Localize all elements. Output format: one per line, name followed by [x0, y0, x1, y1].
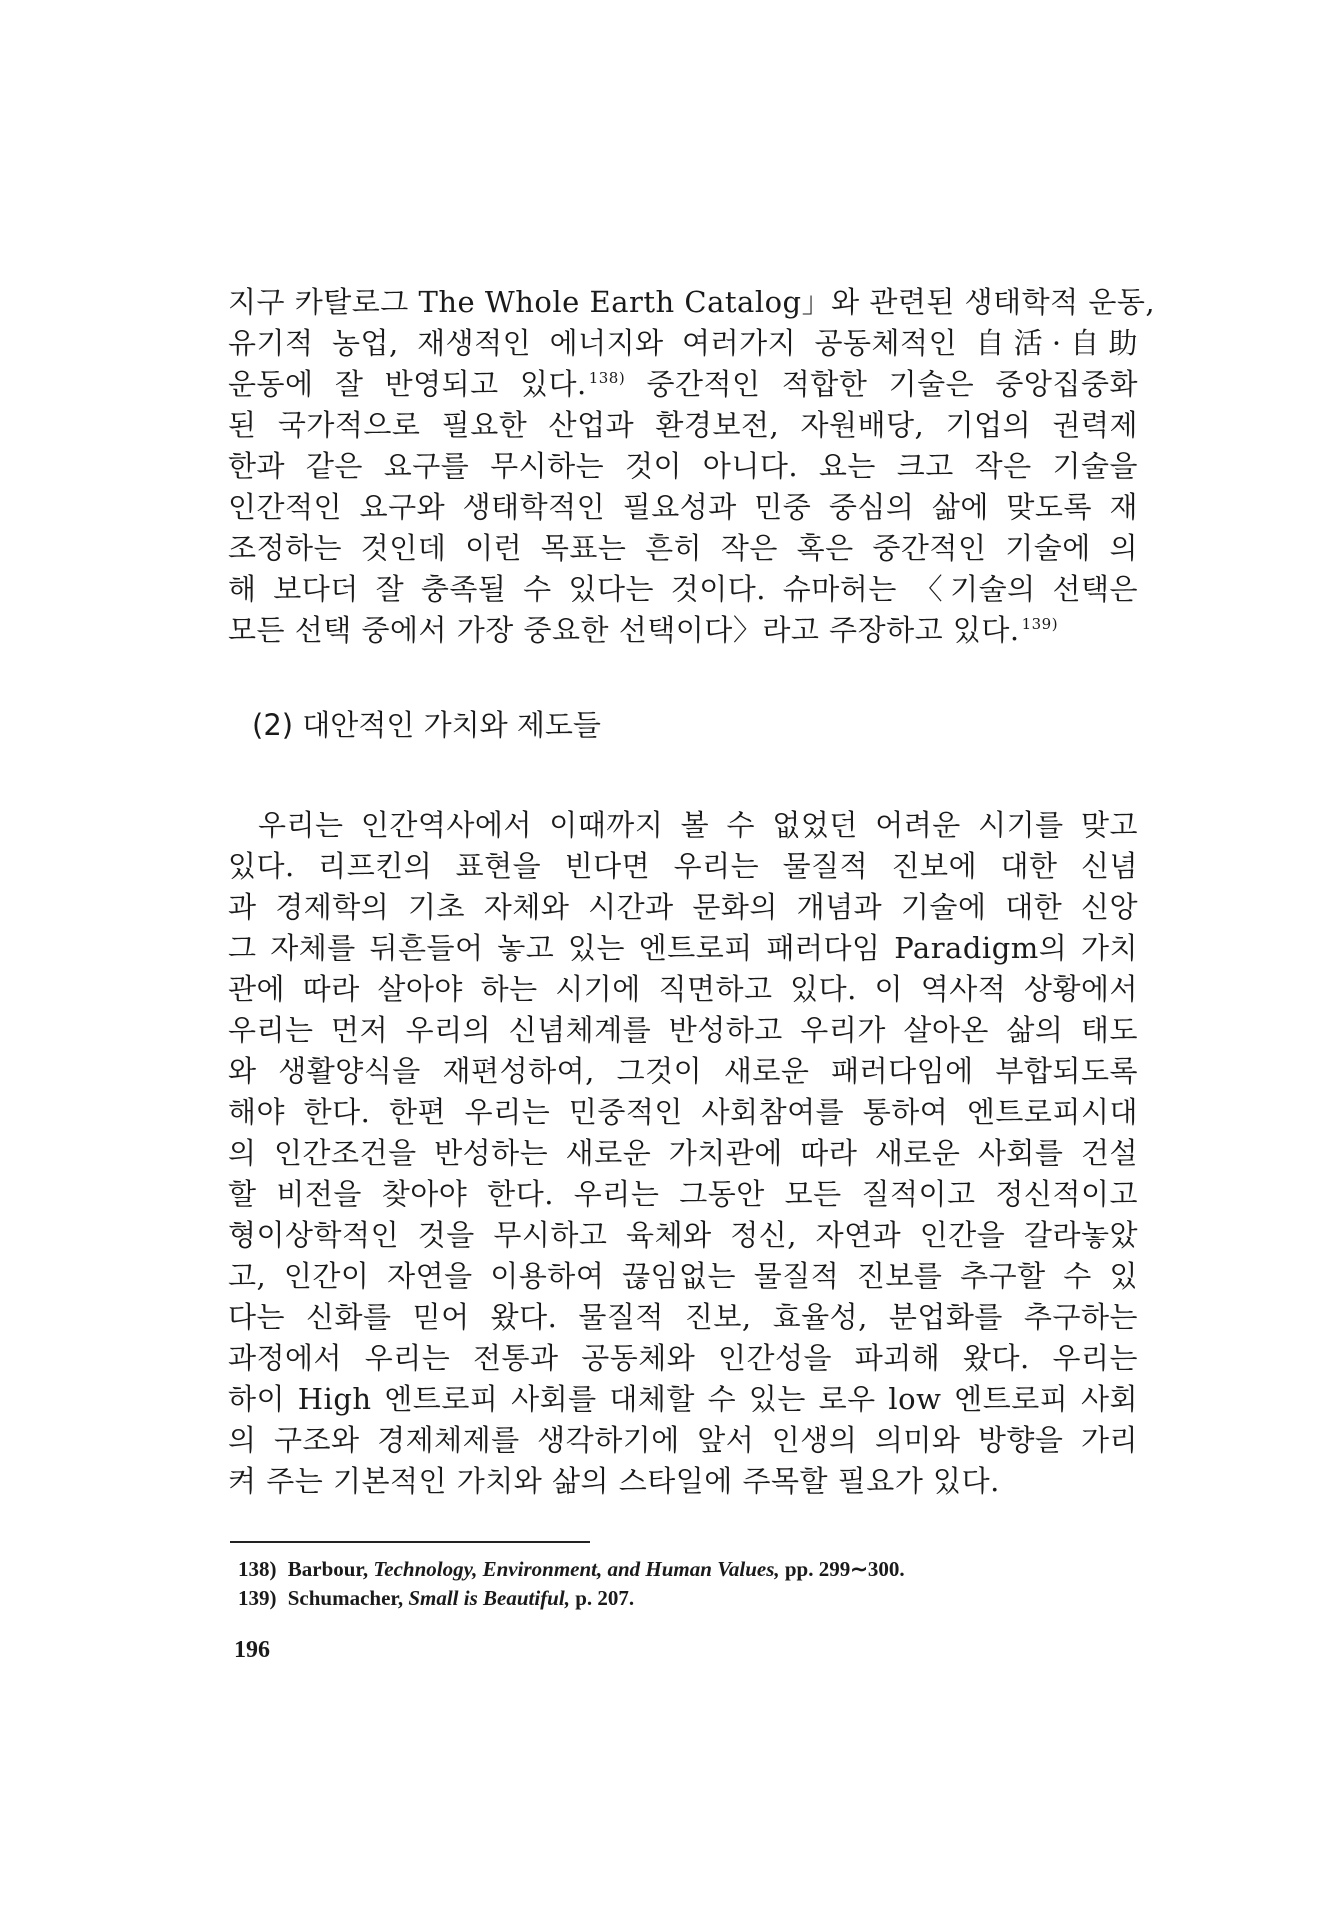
paragraph-1-line-8: 해 보다더 잘 충족될 수 있다는 것이다. 슈마허는 〈기술의 선택은: [228, 572, 1138, 606]
paragraph-2-line-16: 의 구조와 경제체제를 생각하기에 앞서 인생의 의미와 방향을 가리: [228, 1423, 1138, 1457]
footnote-139: [238, 1584, 1138, 1613]
paragraph-2-line-7: 와 생활양식을 재편성하여, 그것이 새로운 패러다임에 부합되도록: [228, 1054, 1138, 1088]
paragraph-2-line-1: 우리는 인간역사에서 이때까지 볼 수 없었던 어려운 시기를 맞고: [258, 808, 1138, 842]
paragraph-2-line-17: 켜 주는 기본적인 가치와 삶의 스타일에 주목할 필요가 있다.: [228, 1464, 1000, 1498]
footnote-number: 138): [238, 1557, 277, 1581]
footnote-author: Barbour,: [287, 1557, 369, 1581]
section-heading: (2) 대안적인 가치와 제도들: [252, 708, 601, 742]
footnote-divider: [230, 1541, 590, 1543]
footnote-pages: pp. 299∼300.: [784, 1557, 905, 1581]
footnote-title: Technology, Environment, and Human Values,: [373, 1557, 780, 1581]
paragraph-1-line-3-head: 운동에 잘 반영되고 있다.: [228, 367, 587, 401]
paragraph-1-line-5: 한과 같은 요구를 무시하는 것이 아니다. 요는 크고 작은 기술을: [228, 449, 1138, 483]
paragraph-1: [228, 282, 1156, 651]
paragraph-2-line-8: 해야 한다. 한편 우리는 민중적인 사회참여를 통하여 엔트로피시대: [228, 1095, 1138, 1129]
paragraph-2-line-11: 형이상학적인 것을 무시하고 육체와 정신, 자연과 인간을 갈라놓았: [228, 1218, 1138, 1252]
footnote-pages: p. 207.: [575, 1586, 635, 1610]
paragraph-1-line-4: 된 국가적으로 필요한 산업과 환경보전, 자원배당, 기업의 권력제: [228, 408, 1138, 442]
paragraph-2-line-12: 고, 인간이 자연을 이용하여 끊임없는 물질적 진보를 추구할 수 있: [228, 1259, 1138, 1293]
footnotes: [238, 1555, 1138, 1613]
footnote-number: 139): [238, 1586, 277, 1610]
paragraph-2-line-3: 과 경제학의 기초 자체와 시간과 문화의 개념과 기술에 대한 신앙: [228, 890, 1138, 924]
page-number: 196: [234, 1637, 270, 1663]
paragraph-1-line-6: 인간적인 요구와 생태학적인 필요성과 민중 중심의 삶에 맞도록 재: [228, 490, 1138, 524]
paragraph-2: [228, 805, 1138, 1502]
paragraph-2-line-15: 하이 High 엔트로피 사회를 대체할 수 있는 로우 low 엔트로피 사회: [228, 1382, 1138, 1416]
paragraph-2-line-9: 의 인간조건을 반성하는 새로운 가치관에 따라 새로운 사회를 건설: [228, 1136, 1138, 1170]
paragraph-1-line-2: 유기적 농업, 재생적인 에너지와 여러가지 공동체적인 自活·自助: [228, 326, 1138, 360]
paragraph-2-line-14: 과정에서 우리는 전통과 공동체와 인간성을 파괴해 왔다. 우리는: [228, 1341, 1138, 1375]
paragraph-1-line-9: [228, 610, 1138, 651]
footnote-ref-138: 138): [588, 369, 626, 388]
footnote-title: Small is Beautiful,: [408, 1586, 570, 1610]
paragraph-1-line-7: 조정하는 것인데 이런 목표는 흔히 작은 혹은 중간적인 기술에 의: [228, 531, 1138, 565]
body-text: [228, 282, 1156, 1502]
paragraph-2-line-10: 할 비전을 찾아야 한다. 우리는 그동안 모든 질적이고 정신적이고: [228, 1177, 1138, 1211]
footnote-ref-139: 139): [1021, 615, 1059, 634]
paragraph-1-line-9-text: 모든 선택 중에서 가장 중요한 선택이다〉라고 주장하고 있다.: [228, 613, 1020, 647]
paragraph-2-line-6: 우리는 먼저 우리의 신념체계를 반성하고 우리가 살아온 삶의 태도: [228, 1013, 1138, 1047]
paragraph-1-line-1: 지구 카탈로그 The Whole Earth Catalog」와 관련된 생태학적 운동,: [228, 285, 1156, 319]
footnote-author: Schumacher,: [287, 1586, 404, 1610]
paragraph-2-line-4: 그 자체를 뒤흔들어 놓고 있는 엔트로피 패러다임 Paradigm의 가치: [228, 931, 1138, 965]
paragraph-1-line-3-tail: 중간적인 적합한 기술은 중앙집중화: [646, 367, 1138, 401]
paragraph-2-line-13: 다는 신화를 믿어 왔다. 물질적 진보, 효율성, 분업화를 추구하는: [228, 1300, 1138, 1334]
paragraph-2-line-2: 있다. 리프킨의 표현을 빈다면 우리는 물질적 진보에 대한 신념: [228, 849, 1138, 883]
paragraph-1-line-3: [228, 364, 1138, 405]
footnote-138: [238, 1555, 1138, 1584]
paragraph-2-line-5: 관에 따라 살아야 하는 시기에 직면하고 있다. 이 역사적 상황에서: [228, 972, 1138, 1006]
